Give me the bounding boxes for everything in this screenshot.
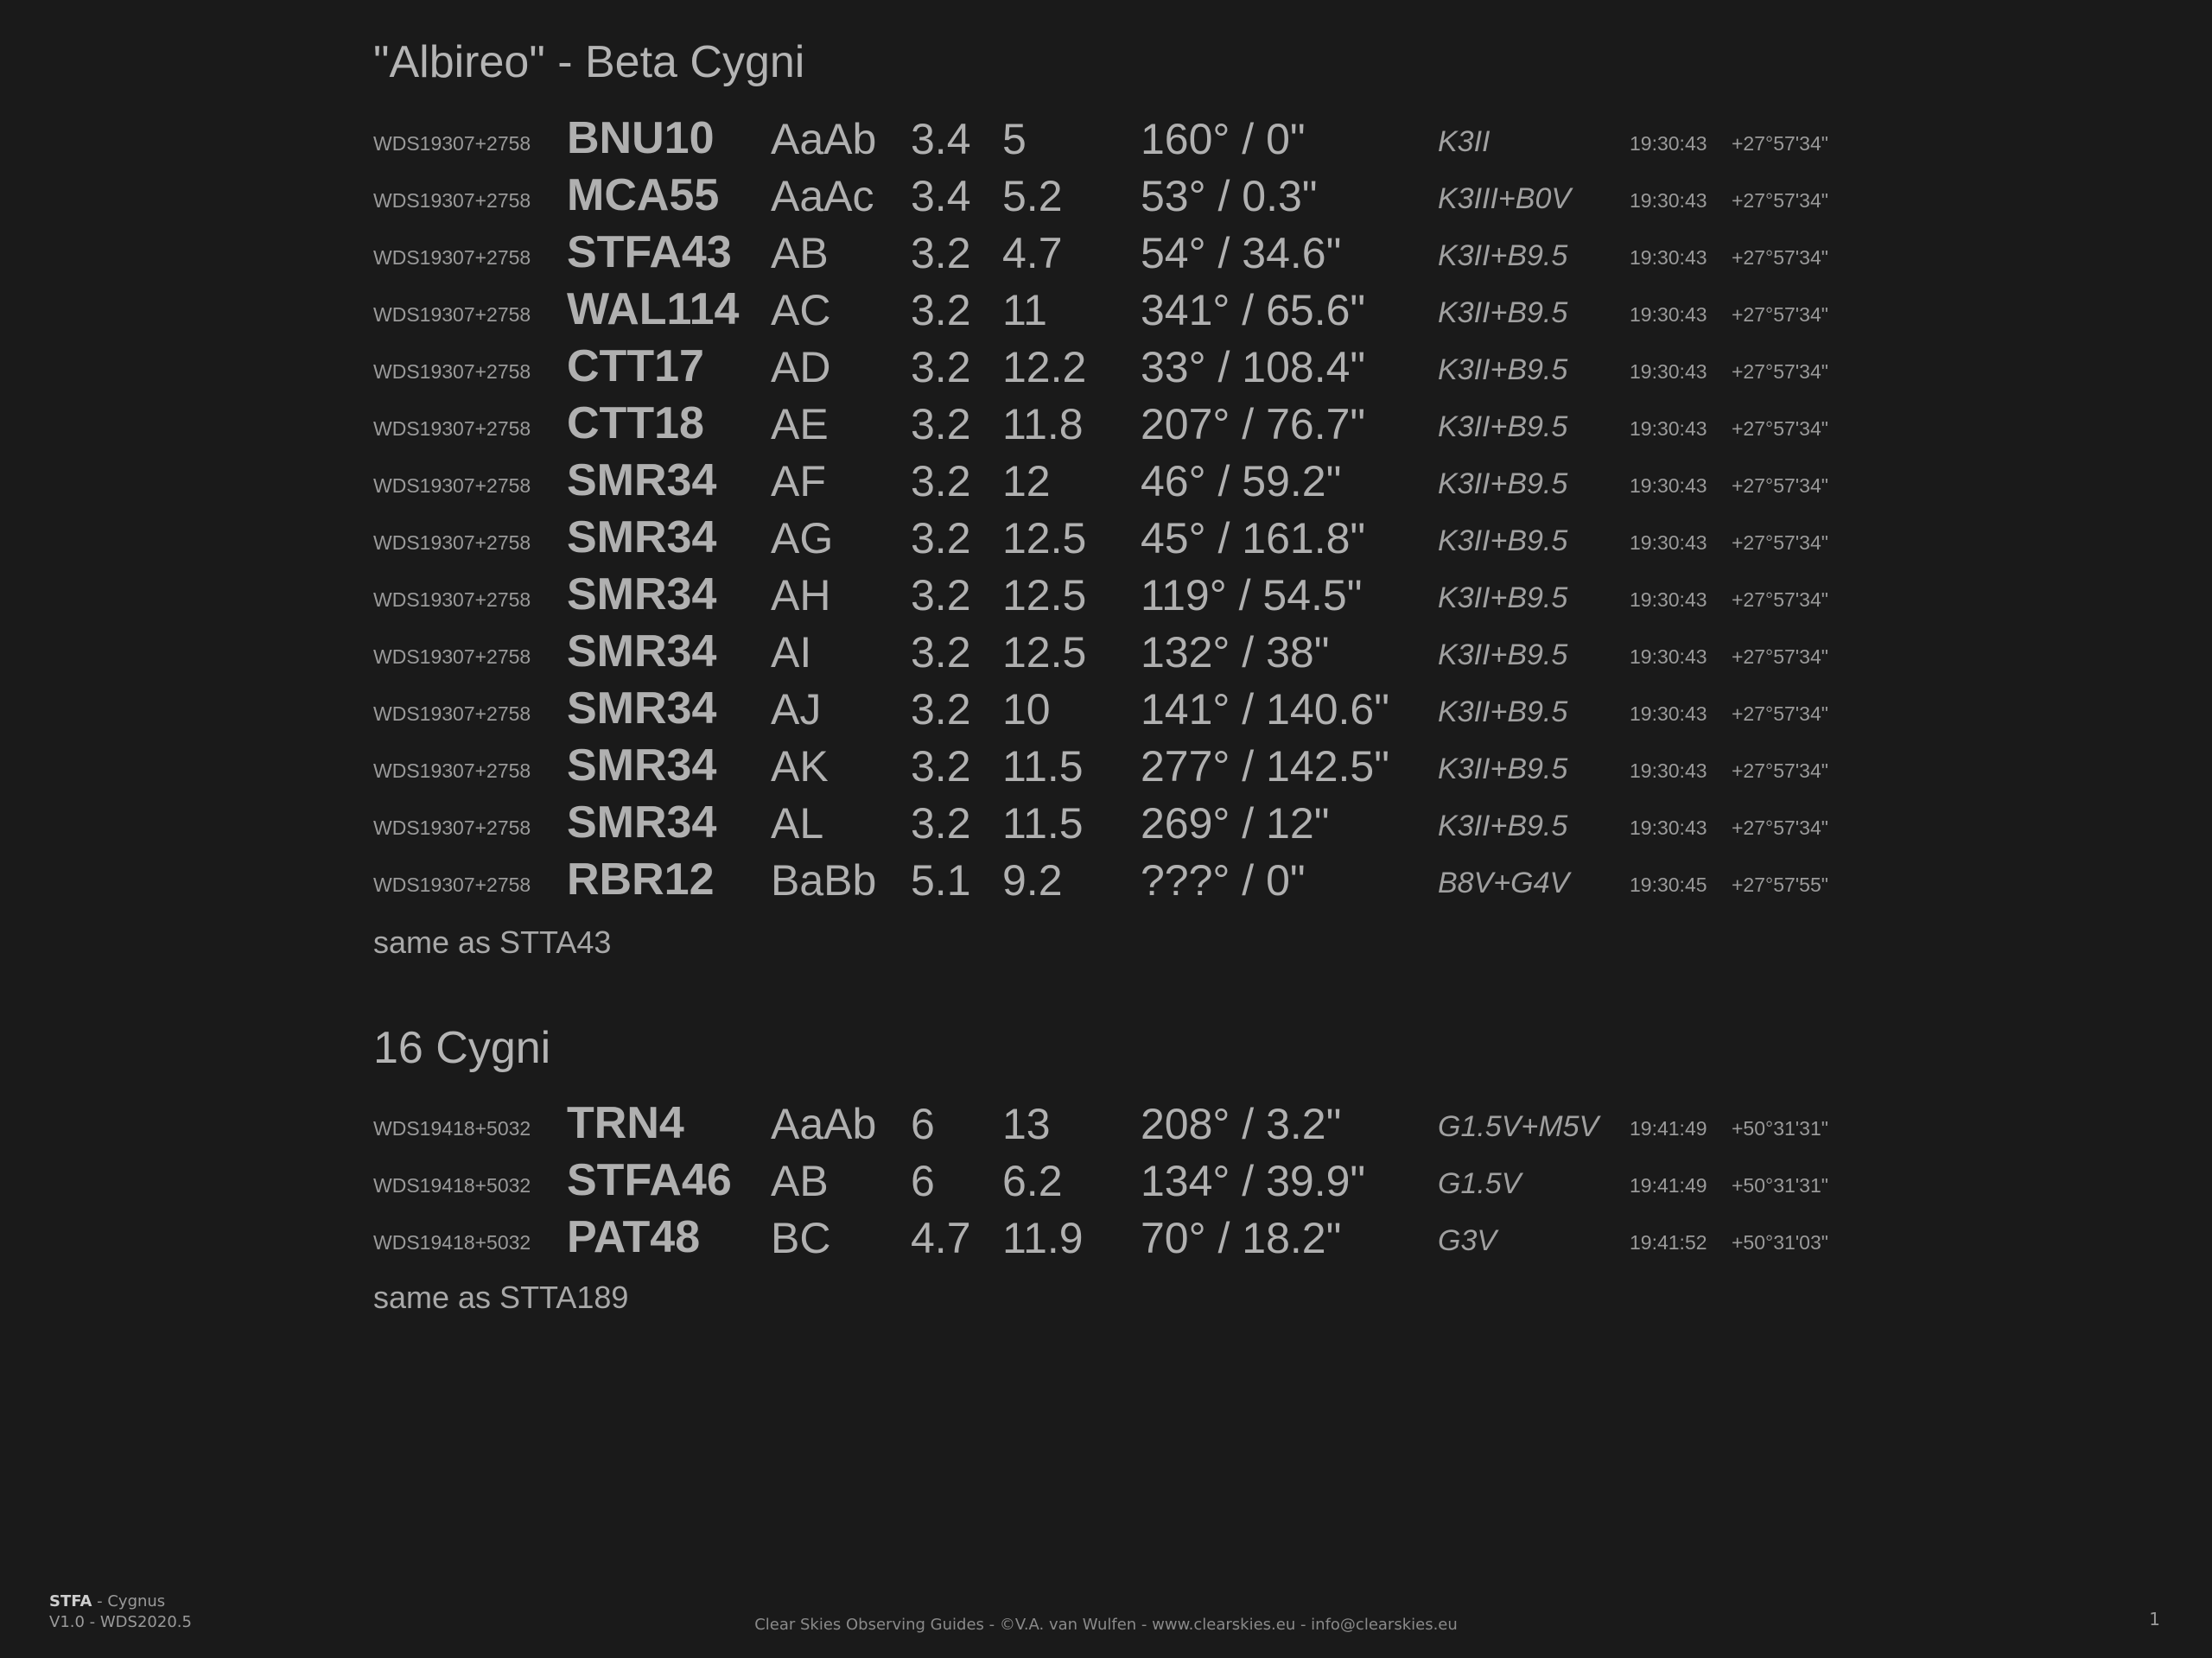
declination: +27°57'34" (1732, 360, 1828, 383)
position-angle-separation: 208° / 3.2" (1141, 1100, 1342, 1148)
magnitude-primary: 3.2 (911, 343, 971, 391)
right-ascension: 19:30:43 (1630, 189, 1707, 212)
declination: +27°57'34" (1732, 645, 1828, 668)
table-row (0, 1213, 2212, 1270)
discoverer-code: TRN4 (567, 1098, 684, 1148)
section-title: "Albireo" - Beta Cygni (373, 37, 805, 87)
table-row (0, 1156, 2212, 1213)
position-angle-separation: ???° / 0" (1141, 856, 1306, 905)
magnitude-primary: 6 (911, 1100, 935, 1148)
declination: +27°57'34" (1732, 816, 1828, 839)
discoverer-code: SMR34 (567, 626, 717, 677)
magnitude-primary: 4.7 (911, 1214, 971, 1262)
spectral-type: K3II+B9.5 (1438, 296, 1568, 329)
spectral-type: K3II (1438, 125, 1491, 158)
wds-designation: WDS19418+5032 (373, 1117, 531, 1140)
position-angle-separation: 53° / 0.3" (1141, 172, 1318, 220)
component-pair: AF (771, 457, 826, 505)
position-angle-separation: 132° / 38" (1141, 628, 1330, 677)
right-ascension: 19:30:43 (1630, 645, 1707, 668)
position-angle-separation: 160° / 0" (1141, 115, 1306, 163)
spectral-type: K3II+B9.5 (1438, 753, 1568, 785)
magnitude-primary: 3.2 (911, 799, 971, 848)
magnitude-primary: 3.2 (911, 628, 971, 677)
component-pair: BaBb (771, 856, 877, 905)
discoverer-code: CTT17 (567, 341, 704, 391)
spectral-type: K3II+B9.5 (1438, 810, 1568, 842)
table-row (0, 456, 2212, 513)
wds-designation: WDS19307+2758 (373, 360, 531, 383)
magnitude-secondary: 12.2 (1002, 343, 1087, 391)
magnitude-secondary: 12 (1002, 457, 1051, 505)
component-pair: AI (771, 628, 812, 677)
table-row (0, 513, 2212, 570)
declination: +27°57'34" (1732, 702, 1828, 725)
declination: +27°57'34" (1732, 417, 1828, 440)
wds-designation: WDS19307+2758 (373, 246, 531, 269)
position-angle-separation: 207° / 76.7" (1141, 400, 1366, 448)
discoverer-code: PAT48 (567, 1212, 701, 1262)
footer-version: V1.0 - WDS2020.5 (49, 1613, 192, 1631)
component-pair: AB (771, 229, 829, 277)
position-angle-separation: 269° / 12" (1141, 799, 1330, 848)
discoverer-code: STFA43 (567, 227, 732, 277)
declination: +50°31'03" (1732, 1231, 1828, 1254)
discoverer-code: SMR34 (567, 569, 717, 619)
magnitude-secondary: 10 (1002, 685, 1051, 734)
position-angle-separation: 277° / 142.5" (1141, 742, 1389, 791)
magnitude-secondary: 4.7 (1002, 229, 1063, 277)
wds-designation: WDS19307+2758 (373, 189, 531, 212)
spectral-type: K3III+B0V (1438, 182, 1572, 215)
section-title: 16 Cygni (373, 1023, 551, 1073)
spectral-type: K3II+B9.5 (1438, 696, 1568, 728)
table-row (0, 114, 2212, 171)
magnitude-secondary: 6.2 (1002, 1157, 1063, 1205)
magnitude-primary: 3.2 (911, 400, 971, 448)
magnitude-secondary: 12.5 (1002, 628, 1087, 677)
right-ascension: 19:30:45 (1630, 873, 1707, 896)
position-angle-separation: 134° / 39.9" (1141, 1157, 1366, 1205)
component-pair: AB (771, 1157, 829, 1205)
right-ascension: 19:30:43 (1630, 759, 1707, 782)
spectral-type: K3II+B9.5 (1438, 239, 1568, 272)
table-row (0, 684, 2212, 741)
declination: +50°31'31" (1732, 1174, 1828, 1197)
magnitude-secondary: 11.8 (1002, 400, 1084, 448)
right-ascension: 19:30:43 (1630, 531, 1707, 554)
spectral-type: G1.5V+M5V (1438, 1110, 1599, 1143)
table-row (0, 342, 2212, 399)
component-pair: AL (771, 799, 824, 848)
magnitude-secondary: 5 (1002, 115, 1027, 163)
magnitude-secondary: 13 (1002, 1100, 1051, 1148)
right-ascension: 19:41:49 (1630, 1117, 1707, 1140)
table-row (0, 570, 2212, 627)
magnitude-secondary: 11.5 (1002, 742, 1084, 791)
right-ascension: 19:30:43 (1630, 132, 1707, 155)
discoverer-code: SMR34 (567, 683, 717, 734)
page-number: 1 (2149, 1609, 2160, 1629)
discoverer-code: SMR34 (567, 455, 717, 505)
declination: +27°57'34" (1732, 759, 1828, 782)
magnitude-primary: 3.4 (911, 172, 971, 220)
discoverer-code: SMR34 (567, 797, 717, 848)
position-angle-separation: 141° / 140.6" (1141, 685, 1389, 734)
component-pair: AK (771, 742, 829, 791)
declination: +27°57'34" (1732, 588, 1828, 611)
magnitude-secondary: 5.2 (1002, 172, 1063, 220)
magnitude-secondary: 12.5 (1002, 571, 1087, 619)
declination: +27°57'34" (1732, 132, 1828, 155)
spectral-type: K3II+B9.5 (1438, 410, 1568, 443)
position-angle-separation: 70° / 18.2" (1141, 1214, 1342, 1262)
discoverer-code: RBR12 (567, 854, 715, 905)
table-row (0, 285, 2212, 342)
spectral-type: K3II+B9.5 (1438, 581, 1568, 614)
magnitude-primary: 3.2 (911, 514, 971, 562)
magnitude-secondary: 11.9 (1002, 1214, 1084, 1262)
footer-catalog: STFA (49, 1592, 92, 1610)
section-note: same as STTA43 (373, 924, 612, 960)
right-ascension: 19:30:43 (1630, 417, 1707, 440)
spectral-type: G1.5V (1438, 1167, 1522, 1200)
magnitude-primary: 3.2 (911, 286, 971, 334)
spectral-type: K3II+B9.5 (1438, 467, 1568, 500)
wds-designation: WDS19418+5032 (373, 1231, 531, 1254)
magnitude-primary: 3.4 (911, 115, 971, 163)
magnitude-secondary: 11 (1002, 286, 1047, 334)
table-row (0, 171, 2212, 228)
component-pair: BC (771, 1214, 831, 1262)
table-row (0, 399, 2212, 456)
component-pair: AaAb (771, 1100, 877, 1148)
discoverer-code: BNU10 (567, 113, 715, 163)
footer-credits: Clear Skies Observing Guides - ©V.A. van Wulfen - www.clearskies.eu - info@clearskies.eu (754, 1616, 1458, 1634)
declination: +27°57'34" (1732, 246, 1828, 269)
declination: +27°57'34" (1732, 303, 1828, 326)
position-angle-separation: 119° / 54.5" (1141, 571, 1363, 619)
component-pair: AC (771, 286, 831, 334)
component-pair: AD (771, 343, 831, 391)
magnitude-primary: 5.1 (911, 856, 971, 905)
discoverer-code: SMR34 (567, 512, 717, 562)
right-ascension: 19:30:43 (1630, 702, 1707, 725)
table-row (0, 741, 2212, 798)
magnitude-primary: 3.2 (911, 742, 971, 791)
wds-designation: WDS19307+2758 (373, 759, 531, 782)
magnitude-primary: 6 (911, 1157, 935, 1205)
table-row (0, 855, 2212, 912)
magnitude-secondary: 12.5 (1002, 514, 1087, 562)
magnitude-primary: 3.2 (911, 571, 971, 619)
right-ascension: 19:30:43 (1630, 816, 1707, 839)
position-angle-separation: 33° / 108.4" (1141, 343, 1366, 391)
spectral-type: G3V (1438, 1224, 1497, 1257)
position-angle-separation: 45° / 161.8" (1141, 514, 1366, 562)
component-pair: AaAc (771, 172, 874, 220)
right-ascension: 19:41:49 (1630, 1174, 1707, 1197)
footer-constellation: - Cygnus (92, 1592, 166, 1610)
wds-designation: WDS19307+2758 (373, 702, 531, 725)
wds-designation: WDS19307+2758 (373, 417, 531, 440)
wds-designation: WDS19307+2758 (373, 873, 531, 896)
magnitude-secondary: 11.5 (1002, 799, 1084, 848)
wds-designation: WDS19418+5032 (373, 1174, 531, 1197)
right-ascension: 19:30:43 (1630, 360, 1707, 383)
declination: +27°57'55" (1732, 873, 1828, 896)
table-row (0, 1099, 2212, 1156)
component-pair: AG (771, 514, 834, 562)
discoverer-code: MCA55 (567, 170, 720, 220)
wds-designation: WDS19307+2758 (373, 645, 531, 668)
discoverer-code: SMR34 (567, 740, 717, 791)
table-row (0, 798, 2212, 855)
wds-designation: WDS19307+2758 (373, 588, 531, 611)
magnitude-secondary: 9.2 (1002, 856, 1063, 905)
wds-designation: WDS19307+2758 (373, 531, 531, 554)
magnitude-primary: 3.2 (911, 457, 971, 505)
discoverer-code: STFA46 (567, 1155, 732, 1205)
wds-designation: WDS19307+2758 (373, 132, 531, 155)
declination: +27°57'34" (1732, 189, 1828, 212)
wds-designation: WDS19307+2758 (373, 816, 531, 839)
magnitude-primary: 3.2 (911, 685, 971, 734)
declination: +50°31'31" (1732, 1117, 1828, 1140)
table-row (0, 627, 2212, 684)
section-note: same as STTA189 (373, 1280, 629, 1315)
right-ascension: 19:30:43 (1630, 474, 1707, 497)
declination: +27°57'34" (1732, 531, 1828, 554)
spectral-type: K3II+B9.5 (1438, 524, 1568, 557)
spectral-type: K3II+B9.5 (1438, 638, 1568, 671)
component-pair: AH (771, 571, 831, 619)
discoverer-code: CTT18 (567, 398, 704, 448)
table-row (0, 228, 2212, 285)
discoverer-code: WAL114 (567, 284, 740, 334)
position-angle-separation: 341° / 65.6" (1141, 286, 1366, 334)
wds-designation: WDS19307+2758 (373, 474, 531, 497)
declination: +27°57'34" (1732, 474, 1828, 497)
right-ascension: 19:41:52 (1630, 1231, 1707, 1254)
spectral-type: B8V+G4V (1438, 867, 1570, 899)
position-angle-separation: 54° / 34.6" (1141, 229, 1342, 277)
right-ascension: 19:30:43 (1630, 588, 1707, 611)
component-pair: AJ (771, 685, 822, 734)
spectral-type: K3II+B9.5 (1438, 353, 1568, 386)
wds-designation: WDS19307+2758 (373, 303, 531, 326)
right-ascension: 19:30:43 (1630, 246, 1707, 269)
position-angle-separation: 46° / 59.2" (1141, 457, 1342, 505)
component-pair: AE (771, 400, 829, 448)
magnitude-primary: 3.2 (911, 229, 971, 277)
right-ascension: 19:30:43 (1630, 303, 1707, 326)
component-pair: AaAb (771, 115, 877, 163)
